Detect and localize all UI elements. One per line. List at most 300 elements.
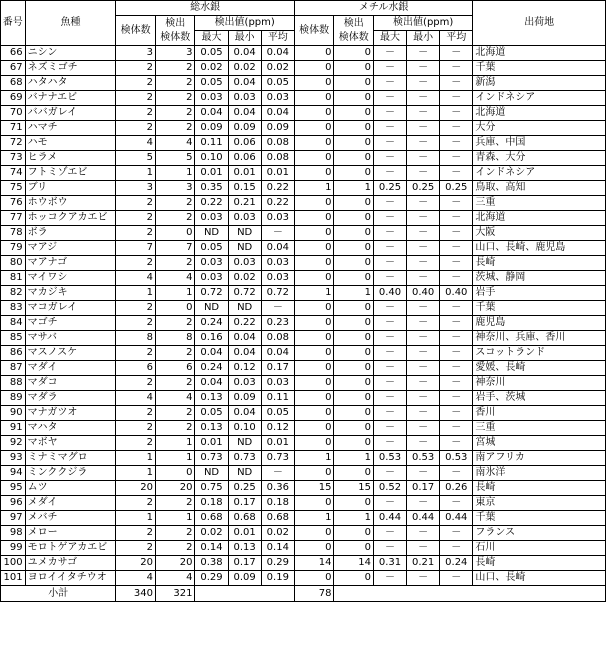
detected-count: 4 — [155, 136, 195, 151]
sample-count: 2 — [116, 316, 156, 331]
table-row — [1, 526, 606, 541]
avg-value: 0.01 — [261, 436, 294, 451]
methyl-avg-value: － — [440, 496, 473, 511]
fish-name: マカジキ — [25, 286, 116, 301]
row-number: 73 — [1, 151, 26, 166]
row-number: 97 — [1, 511, 26, 526]
origin: 青森、大分 — [473, 151, 606, 166]
methyl-min-value: － — [407, 76, 440, 91]
min-value: 0.73 — [228, 451, 261, 466]
methyl-min-value: － — [407, 121, 440, 136]
methyl-min-value: － — [407, 346, 440, 361]
methyl-detected-count: 0 — [334, 391, 374, 406]
sample-count: 1 — [116, 511, 156, 526]
avg-value: － — [261, 466, 294, 481]
row-number: 91 — [1, 421, 26, 436]
detected-count: 2 — [155, 106, 195, 121]
fish-name: ハマチ — [25, 121, 116, 136]
sample-count: 2 — [116, 346, 156, 361]
fish-name: ネズミゴチ — [25, 61, 116, 76]
table-row — [1, 301, 606, 316]
methyl-min-value: － — [407, 106, 440, 121]
fish-name: ヒラメ — [25, 151, 116, 166]
max-value: 0.29 — [195, 571, 228, 586]
header-m-max: 最大 — [373, 31, 406, 46]
fish-name: マボヤ — [25, 436, 116, 451]
origin: 神奈川 — [473, 376, 606, 391]
fish-name: メロー — [25, 526, 116, 541]
min-value: 0.17 — [228, 556, 261, 571]
header-fish: 魚種 — [25, 1, 116, 46]
max-value: 0.22 — [195, 196, 228, 211]
table-body — [1, 46, 606, 586]
methyl-sample-count: 0 — [294, 376, 334, 391]
table-row — [1, 361, 606, 376]
fish-name: ニシン — [25, 46, 116, 61]
methyl-avg-value: － — [440, 46, 473, 61]
origin: インドネシア — [473, 166, 606, 181]
row-number: 75 — [1, 181, 26, 196]
methyl-max-value: － — [373, 571, 406, 586]
methyl-min-value: － — [407, 436, 440, 451]
sample-count: 7 — [116, 241, 156, 256]
origin: 山口、長崎 — [473, 571, 606, 586]
header-m-detected-values: 検出値(ppm) — [373, 16, 472, 31]
methyl-min-value: － — [407, 316, 440, 331]
avg-value: 0.04 — [261, 346, 294, 361]
methyl-detected-count: 0 — [334, 496, 374, 511]
methyl-sample-count: 0 — [294, 166, 334, 181]
methyl-avg-value: 0.25 — [440, 181, 473, 196]
subtotal-m-empty — [334, 586, 606, 602]
methyl-sample-count: 0 — [294, 241, 334, 256]
min-value: 0.03 — [228, 376, 261, 391]
sample-count: 6 — [116, 361, 156, 376]
methyl-sample-count: 1 — [294, 286, 334, 301]
detected-count: 20 — [155, 481, 195, 496]
detected-count: 2 — [155, 346, 195, 361]
methyl-detected-count: 1 — [334, 181, 374, 196]
row-number: 67 — [1, 61, 26, 76]
avg-value: 0.08 — [261, 151, 294, 166]
max-value: 0.04 — [195, 106, 228, 121]
max-value: 0.09 — [195, 121, 228, 136]
table-row — [1, 271, 606, 286]
methyl-max-value: － — [373, 76, 406, 91]
origin: 岩手、茨城 — [473, 391, 606, 406]
row-number: 79 — [1, 241, 26, 256]
header-m-detected-text: 検出 検体数 — [338, 17, 369, 43]
row-number: 78 — [1, 226, 26, 241]
methyl-max-value: － — [373, 406, 406, 421]
sample-count: 20 — [116, 481, 156, 496]
methyl-sample-count: 0 — [294, 301, 334, 316]
row-number: 66 — [1, 46, 26, 61]
sample-count: 2 — [116, 436, 156, 451]
origin: 神奈川、兵庫、香川 — [473, 331, 606, 346]
methyl-min-value: － — [407, 421, 440, 436]
methyl-detected-count: 1 — [334, 451, 374, 466]
methyl-max-value: 0.52 — [373, 481, 406, 496]
table-row — [1, 556, 606, 571]
methyl-max-value: － — [373, 151, 406, 166]
header-detected-text: 検出 検体数 — [160, 17, 191, 43]
methyl-sample-count: 0 — [294, 391, 334, 406]
sample-count: 5 — [116, 151, 156, 166]
avg-value: 0.04 — [261, 241, 294, 256]
methyl-avg-value: － — [440, 271, 473, 286]
methyl-avg-value: 0.44 — [440, 511, 473, 526]
methyl-sample-count: 0 — [294, 406, 334, 421]
sample-count: 2 — [116, 211, 156, 226]
methyl-detected-count: 0 — [334, 361, 374, 376]
max-value: 0.35 — [195, 181, 228, 196]
sample-count: 2 — [116, 496, 156, 511]
fish-name: ユメカサゴ — [25, 556, 116, 571]
detected-count: 2 — [155, 76, 195, 91]
origin: 香川 — [473, 406, 606, 421]
min-value: ND — [228, 301, 261, 316]
row-number: 69 — [1, 91, 26, 106]
fish-name: マゴチ — [25, 316, 116, 331]
table-row — [1, 226, 606, 241]
min-value: 0.04 — [228, 406, 261, 421]
origin: 千葉 — [473, 301, 606, 316]
methyl-detected-count: 0 — [334, 571, 374, 586]
table-row — [1, 76, 606, 91]
methyl-sample-count: 0 — [294, 106, 334, 121]
methyl-min-value: － — [407, 526, 440, 541]
detected-count: 8 — [155, 331, 195, 346]
methyl-detected-count: 14 — [334, 556, 374, 571]
row-number: 72 — [1, 136, 26, 151]
methyl-max-value: － — [373, 271, 406, 286]
methyl-max-value: － — [373, 526, 406, 541]
sample-count: 1 — [116, 466, 156, 481]
table-row — [1, 391, 606, 406]
table-row — [1, 346, 606, 361]
origin: 長崎 — [473, 481, 606, 496]
detected-count: 2 — [155, 526, 195, 541]
methyl-detected-count: 15 — [334, 481, 374, 496]
fish-name: マダコ — [25, 376, 116, 391]
origin: 鳥取、高知 — [473, 181, 606, 196]
methyl-avg-value: － — [440, 421, 473, 436]
sample-count: 2 — [116, 421, 156, 436]
min-value: 0.25 — [228, 481, 261, 496]
origin: フランス — [473, 526, 606, 541]
avg-value: 0.36 — [261, 481, 294, 496]
table-row — [1, 61, 606, 76]
methyl-max-value: － — [373, 421, 406, 436]
min-value: 0.03 — [228, 91, 261, 106]
min-value: ND — [228, 466, 261, 481]
methyl-max-value: － — [373, 376, 406, 391]
methyl-sample-count: 1 — [294, 451, 334, 466]
header-m-min: 最小 — [407, 31, 440, 46]
header-total-mercury: 総水銀 — [116, 1, 295, 16]
methyl-max-value: 0.25 — [373, 181, 406, 196]
avg-value: 0.68 — [261, 511, 294, 526]
min-value: 0.17 — [228, 496, 261, 511]
detected-count: 2 — [155, 61, 195, 76]
sample-count: 2 — [116, 76, 156, 91]
table-row — [1, 541, 606, 556]
subtotal-samples: 340 — [116, 586, 156, 602]
table-row — [1, 466, 606, 481]
header-min: 最小 — [228, 31, 261, 46]
methyl-sample-count: 0 — [294, 196, 334, 211]
row-number: 70 — [1, 106, 26, 121]
methyl-sample-count: 0 — [294, 151, 334, 166]
origin: 三重 — [473, 421, 606, 436]
fish-name: バナナエビ — [25, 91, 116, 106]
origin: 千葉 — [473, 61, 606, 76]
max-value: 0.04 — [195, 346, 228, 361]
methyl-min-value: 0.21 — [407, 556, 440, 571]
origin: 愛媛、長崎 — [473, 361, 606, 376]
methyl-min-value: 0.17 — [407, 481, 440, 496]
detected-count: 2 — [155, 541, 195, 556]
sample-count: 1 — [116, 451, 156, 466]
sample-count: 2 — [116, 301, 156, 316]
fish-name: ババガレイ — [25, 106, 116, 121]
fish-name: ハモ — [25, 136, 116, 151]
sample-count: 1 — [116, 166, 156, 181]
origin: 北海道 — [473, 211, 606, 226]
table-footer — [1, 586, 606, 602]
header-avg: 平均 — [261, 31, 294, 46]
methyl-max-value: － — [373, 301, 406, 316]
avg-value: 0.03 — [261, 271, 294, 286]
methyl-sample-count: 0 — [294, 316, 334, 331]
methyl-detected-count: 0 — [334, 106, 374, 121]
methyl-min-value: － — [407, 166, 440, 181]
fish-name: ブリ — [25, 181, 116, 196]
origin: 新潟 — [473, 76, 606, 91]
fish-name: マダラ — [25, 391, 116, 406]
sample-count: 4 — [116, 571, 156, 586]
methyl-avg-value: － — [440, 361, 473, 376]
header-methyl-mercury: メチル水銀 — [294, 1, 472, 16]
methyl-detected-count: 0 — [334, 466, 374, 481]
methyl-max-value: － — [373, 346, 406, 361]
avg-value: 0.19 — [261, 571, 294, 586]
max-value: ND — [195, 226, 228, 241]
methyl-avg-value: 0.26 — [440, 481, 473, 496]
detected-count: 1 — [155, 166, 195, 181]
methyl-sample-count: 0 — [294, 136, 334, 151]
methyl-avg-value: 0.40 — [440, 286, 473, 301]
table-row — [1, 166, 606, 181]
avg-value: 0.03 — [261, 211, 294, 226]
max-value: 0.13 — [195, 391, 228, 406]
max-value: 0.03 — [195, 91, 228, 106]
sample-count: 2 — [116, 256, 156, 271]
methyl-detected-count: 0 — [334, 211, 374, 226]
origin: 大分 — [473, 121, 606, 136]
min-value: 0.04 — [228, 106, 261, 121]
sample-count: 2 — [116, 121, 156, 136]
methyl-sample-count: 0 — [294, 421, 334, 436]
methyl-max-value: 0.40 — [373, 286, 406, 301]
avg-value: 0.04 — [261, 46, 294, 61]
methyl-sample-count: 1 — [294, 511, 334, 526]
table-row — [1, 211, 606, 226]
table-row — [1, 511, 606, 526]
sample-count: 2 — [116, 406, 156, 421]
methyl-avg-value: － — [440, 196, 473, 211]
detected-count: 4 — [155, 391, 195, 406]
row-number: 99 — [1, 541, 26, 556]
row-number: 74 — [1, 166, 26, 181]
min-value: 0.04 — [228, 346, 261, 361]
min-value: 0.10 — [228, 421, 261, 436]
methyl-detected-count: 0 — [334, 436, 374, 451]
sample-count: 2 — [116, 541, 156, 556]
min-value: 0.72 — [228, 286, 261, 301]
sample-count: 8 — [116, 331, 156, 346]
origin: スコットランド — [473, 346, 606, 361]
origin: 岩手 — [473, 286, 606, 301]
detected-count: 2 — [155, 196, 195, 211]
avg-value: 0.05 — [261, 76, 294, 91]
table-row — [1, 571, 606, 586]
row-number: 87 — [1, 361, 26, 376]
header-no: 番号 — [1, 1, 26, 46]
methyl-sample-count: 0 — [294, 76, 334, 91]
max-value: 0.38 — [195, 556, 228, 571]
min-value: 0.12 — [228, 361, 261, 376]
methyl-sample-count: 0 — [294, 46, 334, 61]
methyl-avg-value: － — [440, 466, 473, 481]
methyl-min-value: － — [407, 376, 440, 391]
methyl-max-value: － — [373, 496, 406, 511]
header-m-detected — [334, 16, 374, 46]
row-number: 82 — [1, 286, 26, 301]
detected-count: 2 — [155, 121, 195, 136]
avg-value: 0.72 — [261, 286, 294, 301]
methyl-detected-count: 0 — [334, 256, 374, 271]
max-value: ND — [195, 301, 228, 316]
header-origin: 出荷地 — [473, 1, 606, 46]
max-value: 0.13 — [195, 421, 228, 436]
methyl-max-value: － — [373, 316, 406, 331]
detected-count: 2 — [155, 421, 195, 436]
max-value: 0.04 — [195, 376, 228, 391]
methyl-detected-count: 0 — [334, 421, 374, 436]
header-detected — [155, 16, 195, 46]
detected-count: 0 — [155, 226, 195, 241]
table-row — [1, 121, 606, 136]
row-number: 96 — [1, 496, 26, 511]
methyl-min-value: － — [407, 361, 440, 376]
max-value: 0.10 — [195, 151, 228, 166]
origin: インドネシア — [473, 91, 606, 106]
origin: 三重 — [473, 196, 606, 211]
max-value: 0.14 — [195, 541, 228, 556]
table-row — [1, 46, 606, 61]
detected-count: 2 — [155, 496, 195, 511]
methyl-sample-count: 0 — [294, 226, 334, 241]
methyl-min-value: － — [407, 241, 440, 256]
min-value: 0.22 — [228, 316, 261, 331]
methyl-detected-count: 0 — [334, 331, 374, 346]
row-number: 85 — [1, 331, 26, 346]
max-value: 0.75 — [195, 481, 228, 496]
methyl-sample-count: 0 — [294, 331, 334, 346]
min-value: 0.01 — [228, 166, 261, 181]
methyl-max-value: － — [373, 361, 406, 376]
methyl-detected-count: 0 — [334, 46, 374, 61]
methyl-avg-value: － — [440, 376, 473, 391]
methyl-avg-value: － — [440, 76, 473, 91]
detected-count: 2 — [155, 256, 195, 271]
sample-count: 1 — [116, 286, 156, 301]
detected-count: 1 — [155, 436, 195, 451]
min-value: ND — [228, 241, 261, 256]
max-value: 0.01 — [195, 436, 228, 451]
row-number: 77 — [1, 211, 26, 226]
min-value: 0.02 — [228, 61, 261, 76]
avg-value: 0.22 — [261, 196, 294, 211]
row-number: 68 — [1, 76, 26, 91]
fish-name: ヨロイイタチウオ — [25, 571, 116, 586]
avg-value: 0.02 — [261, 61, 294, 76]
min-value: 0.09 — [228, 571, 261, 586]
fish-name: メバチ — [25, 511, 116, 526]
methyl-avg-value: － — [440, 571, 473, 586]
table-row — [1, 106, 606, 121]
methyl-max-value: － — [373, 226, 406, 241]
detected-count: 6 — [155, 361, 195, 376]
methyl-max-value: － — [373, 61, 406, 76]
table-row — [1, 331, 606, 346]
methyl-max-value: － — [373, 196, 406, 211]
fish-name: マダイ — [25, 361, 116, 376]
table-row — [1, 376, 606, 391]
min-value: 0.06 — [228, 151, 261, 166]
sample-count: 20 — [116, 556, 156, 571]
fish-name: ムツ — [25, 481, 116, 496]
methyl-avg-value: － — [440, 541, 473, 556]
sample-count: 2 — [116, 226, 156, 241]
methyl-avg-value: － — [440, 91, 473, 106]
methyl-avg-value: － — [440, 256, 473, 271]
fish-name: ホッコクアカエビ — [25, 211, 116, 226]
methyl-avg-value: － — [440, 121, 473, 136]
methyl-sample-count: 0 — [294, 496, 334, 511]
row-number: 101 — [1, 571, 26, 586]
header-max: 最大 — [195, 31, 228, 46]
table-row — [1, 91, 606, 106]
row-number: 84 — [1, 316, 26, 331]
detected-count: 1 — [155, 451, 195, 466]
detected-count: 0 — [155, 301, 195, 316]
origin: 茨城、静岡 — [473, 271, 606, 286]
max-value: 0.05 — [195, 241, 228, 256]
methyl-avg-value: 0.24 — [440, 556, 473, 571]
sample-count: 2 — [116, 196, 156, 211]
fish-name: マハタ — [25, 421, 116, 436]
detected-count: 2 — [155, 406, 195, 421]
row-number: 100 — [1, 556, 26, 571]
methyl-min-value: 0.25 — [407, 181, 440, 196]
table-row — [1, 436, 606, 451]
methyl-max-value: 0.31 — [373, 556, 406, 571]
methyl-detected-count: 0 — [334, 61, 374, 76]
max-value: 0.03 — [195, 256, 228, 271]
